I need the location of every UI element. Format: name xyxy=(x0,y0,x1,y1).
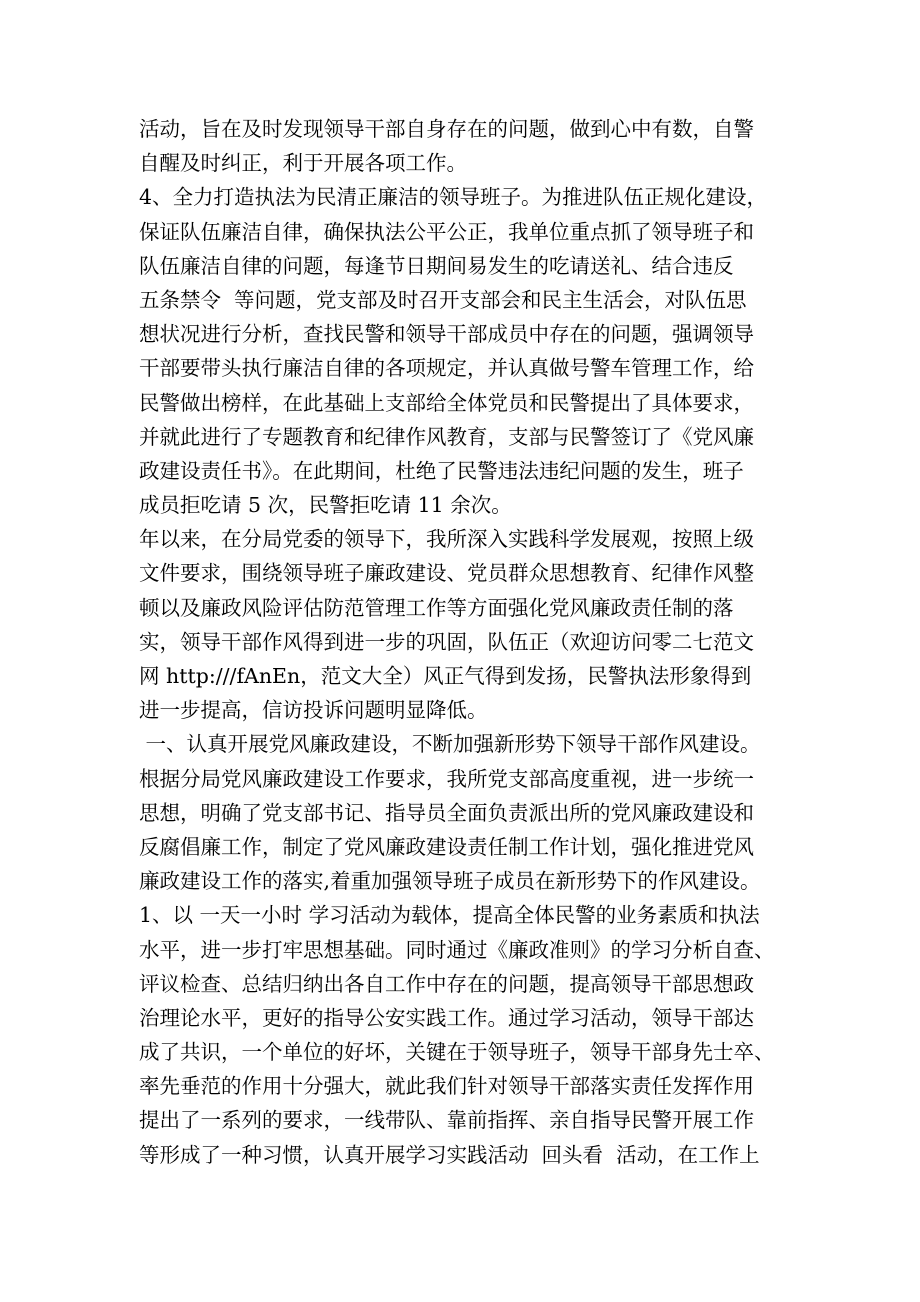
text-line: 水平，进一步打牢思想基础。同时通过《廉政准则》的学习分析自查、 xyxy=(139,937,775,962)
text-line: 1、以 一天一小时 学习活动为载体，提高全体民警的业务素质和执法 xyxy=(139,903,760,928)
text-line: 年以来，在分局党委的领导下，我所深入实践科学发展观，按照上级 xyxy=(139,527,754,552)
text-line: 顿以及廉政风险评估防范管理工作等方面强化党风廉政责任制的落 xyxy=(139,595,734,620)
text-line: 网 http:///fAnEn，范文大全）风正气得到发扬，民警执法形象得到 xyxy=(139,664,752,688)
text-line: 根据分局党风廉政建设工作要求，我所党支部高度重视，进一步统一 xyxy=(139,766,754,791)
text-line: 一、认真开展党风廉政建设，不断加强新形势下领导干部作风建设。 xyxy=(139,732,761,757)
text-line: 干部要带头执行廉洁自律的各项规定，并认真做号警车管理工作，给 xyxy=(139,356,754,381)
text-line: 率先垂范的作用十分强大，就此我们针对领导干部落实责任发挥作用 xyxy=(139,1074,754,1099)
text-line: 提出了一系列的要求，一线带队、靠前指挥、亲自指导民警开展工作 xyxy=(139,1108,754,1133)
text-line: 活动，旨在及时发现领导干部自身存在的问题，做到心中有数，自警 xyxy=(139,117,754,141)
text-line: 等形成了一种习惯，认真开展学习实践活动 回头看 活动，在工作上 xyxy=(139,1142,760,1167)
text-line: 五条禁令 等问题，党支部及时召开支部会和民主生活会，对队伍思 xyxy=(139,287,747,312)
text-line: 民警做出榜样，在此基础上支部给全体党员和民警提出了具体要求， xyxy=(139,390,754,415)
text-line: 实，领导干部作风得到进一步的巩固，队伍正（欢迎访问零二七范文 xyxy=(139,629,754,654)
text-line: 进一步提高，信访投诉问题明显降低。 xyxy=(139,698,488,723)
text-line: 文件要求，围绕领导班子廉政建设、党员群众思想教育、纪律作风整 xyxy=(139,561,754,586)
text-line: 廉政建设工作的落实,着重加强领导班子成员在新形势下的作风建设。 xyxy=(139,869,761,894)
text-line: 想状况进行分析，查找民警和领导干部成员中存在的问题，强调领导 xyxy=(139,322,754,347)
text-line: 4、全力打造执法为民清正廉洁的领导班子。为推进队伍正规化建设， xyxy=(139,185,768,210)
text-line: 治理论水平，更好的指导公安实践工作。通过学习活动，领导干部达 xyxy=(139,1005,754,1030)
text-line: 成员拒吃请 5 次，民警拒吃请 11 余次。 xyxy=(139,493,512,518)
text-line: 思想，明确了党支部书记、指导员全面负责派出所的党风廉政建设和 xyxy=(139,800,754,825)
text-line: 并就此进行了专题教育和纪律作风教育，支部与民警签订了《党风廉 xyxy=(139,424,754,449)
text-line: 反腐倡廉工作，制定了党风廉政建设责任制工作计划，强化推进党风 xyxy=(139,834,754,859)
document-body xyxy=(139,112,789,1172)
text-line: 队伍廉洁自律的问题，每逢节日期间易发生的吃请送礼、结合违反 xyxy=(139,253,734,278)
text-line: 评议检查、总结归纳出各自工作中存在的问题，提高领导干部思想政 xyxy=(139,971,754,996)
text-line: 成了共识，一个单位的好坏，关键在于领导班子，领导干部身先士卒、 xyxy=(139,1040,775,1065)
text-line: 保证队伍廉洁自律，确保执法公平公正，我单位重点抓了领导班子和 xyxy=(139,219,754,244)
text-line: 政建设责任书》。在此期间，杜绝了民警违法违纪问题的发生，班子 xyxy=(139,458,744,483)
text-line: 自醒及时纠正，利于开展各项工作。 xyxy=(139,151,467,176)
